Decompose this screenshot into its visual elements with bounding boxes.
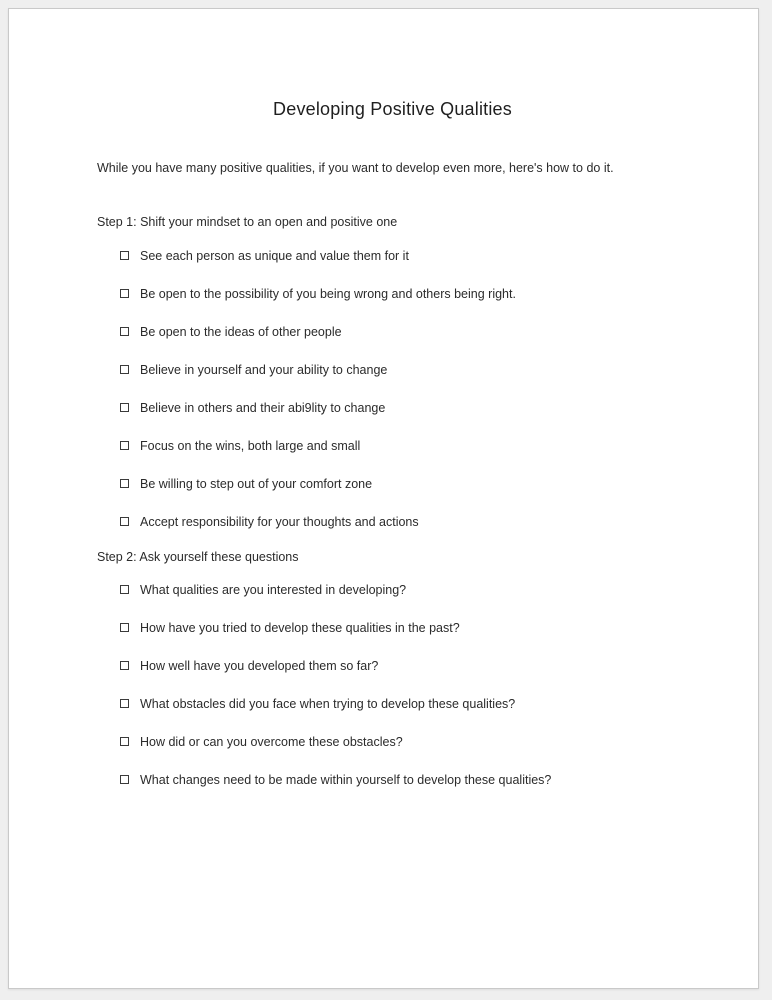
checklist-item-label: Believe in others and their abi9lity to change [140, 401, 386, 415]
checklist-item [120, 249, 688, 263]
unchecked-checkbox-icon[interactable] [120, 441, 129, 450]
checklist-item-label: Focus on the wins, both large and small [140, 439, 361, 453]
unchecked-checkbox-icon[interactable] [120, 517, 129, 526]
checklist-item-label: How have you tried to develop these qualities in the past? [140, 621, 460, 635]
checklist-item [120, 325, 688, 339]
checklist-item [120, 773, 688, 787]
checklist-item [120, 515, 688, 529]
checklist-item [120, 659, 688, 673]
checklist [97, 249, 688, 529]
checklist-item-label: Be willing to step out of your comfort zone [140, 477, 373, 491]
checklist-item-label: See each person as unique and value them for it [140, 249, 409, 263]
checklist-item [120, 363, 688, 377]
unchecked-checkbox-icon[interactable] [120, 251, 129, 260]
checklist-item-label: What qualities are you interested in developing? [140, 583, 407, 597]
intro-text: While you have many positive qualities, if you want to develop even more, here's how to do it. [97, 161, 614, 175]
unchecked-checkbox-icon[interactable] [120, 327, 129, 336]
checklist-item [120, 735, 688, 749]
section-step-2 [97, 550, 688, 787]
checklist-item [120, 697, 688, 711]
document-page [8, 8, 759, 989]
unchecked-checkbox-icon[interactable] [120, 403, 129, 412]
unchecked-checkbox-icon[interactable] [120, 365, 129, 374]
checklist-item-label: How well have you developed them so far? [140, 659, 379, 673]
unchecked-checkbox-icon[interactable] [120, 699, 129, 708]
page-title: Developing Positive Qualities [273, 99, 512, 119]
unchecked-checkbox-icon[interactable] [120, 661, 129, 670]
checklist-item [120, 287, 688, 301]
checklist-item-label: Be open to the possibility of you being wrong and others being right. [140, 287, 516, 301]
unchecked-checkbox-icon[interactable] [120, 737, 129, 746]
unchecked-checkbox-icon[interactable] [120, 479, 129, 488]
unchecked-checkbox-icon[interactable] [120, 289, 129, 298]
checklist-item-label: Believe in yourself and your ability to change [140, 363, 388, 377]
checklist-item [120, 583, 688, 597]
checklist-item-label: How did or can you overcome these obstacles? [140, 735, 403, 749]
checklist-item-label: Accept responsibility for your thoughts and actions [140, 515, 419, 529]
checklist-item [120, 477, 688, 491]
checklist-item-label: Be open to the ideas of other people [140, 325, 342, 339]
checklist-item [120, 439, 688, 453]
section-heading: Step 1: Shift your mindset to an open and positive one [97, 215, 398, 229]
section-step-1 [97, 215, 688, 529]
checklist [97, 583, 688, 787]
checklist-item [120, 621, 688, 635]
unchecked-checkbox-icon[interactable] [120, 623, 129, 632]
unchecked-checkbox-icon[interactable] [120, 775, 129, 784]
checklist-item-label: What obstacles did you face when trying to develop these qualities? [140, 697, 516, 711]
section-heading: Step 2: Ask yourself these questions [97, 550, 299, 564]
checklist-item-label: What changes need to be made within yourself to develop these qualities? [140, 773, 552, 787]
unchecked-checkbox-icon[interactable] [120, 585, 129, 594]
checklist-item [120, 401, 688, 415]
document-content [9, 99, 758, 787]
